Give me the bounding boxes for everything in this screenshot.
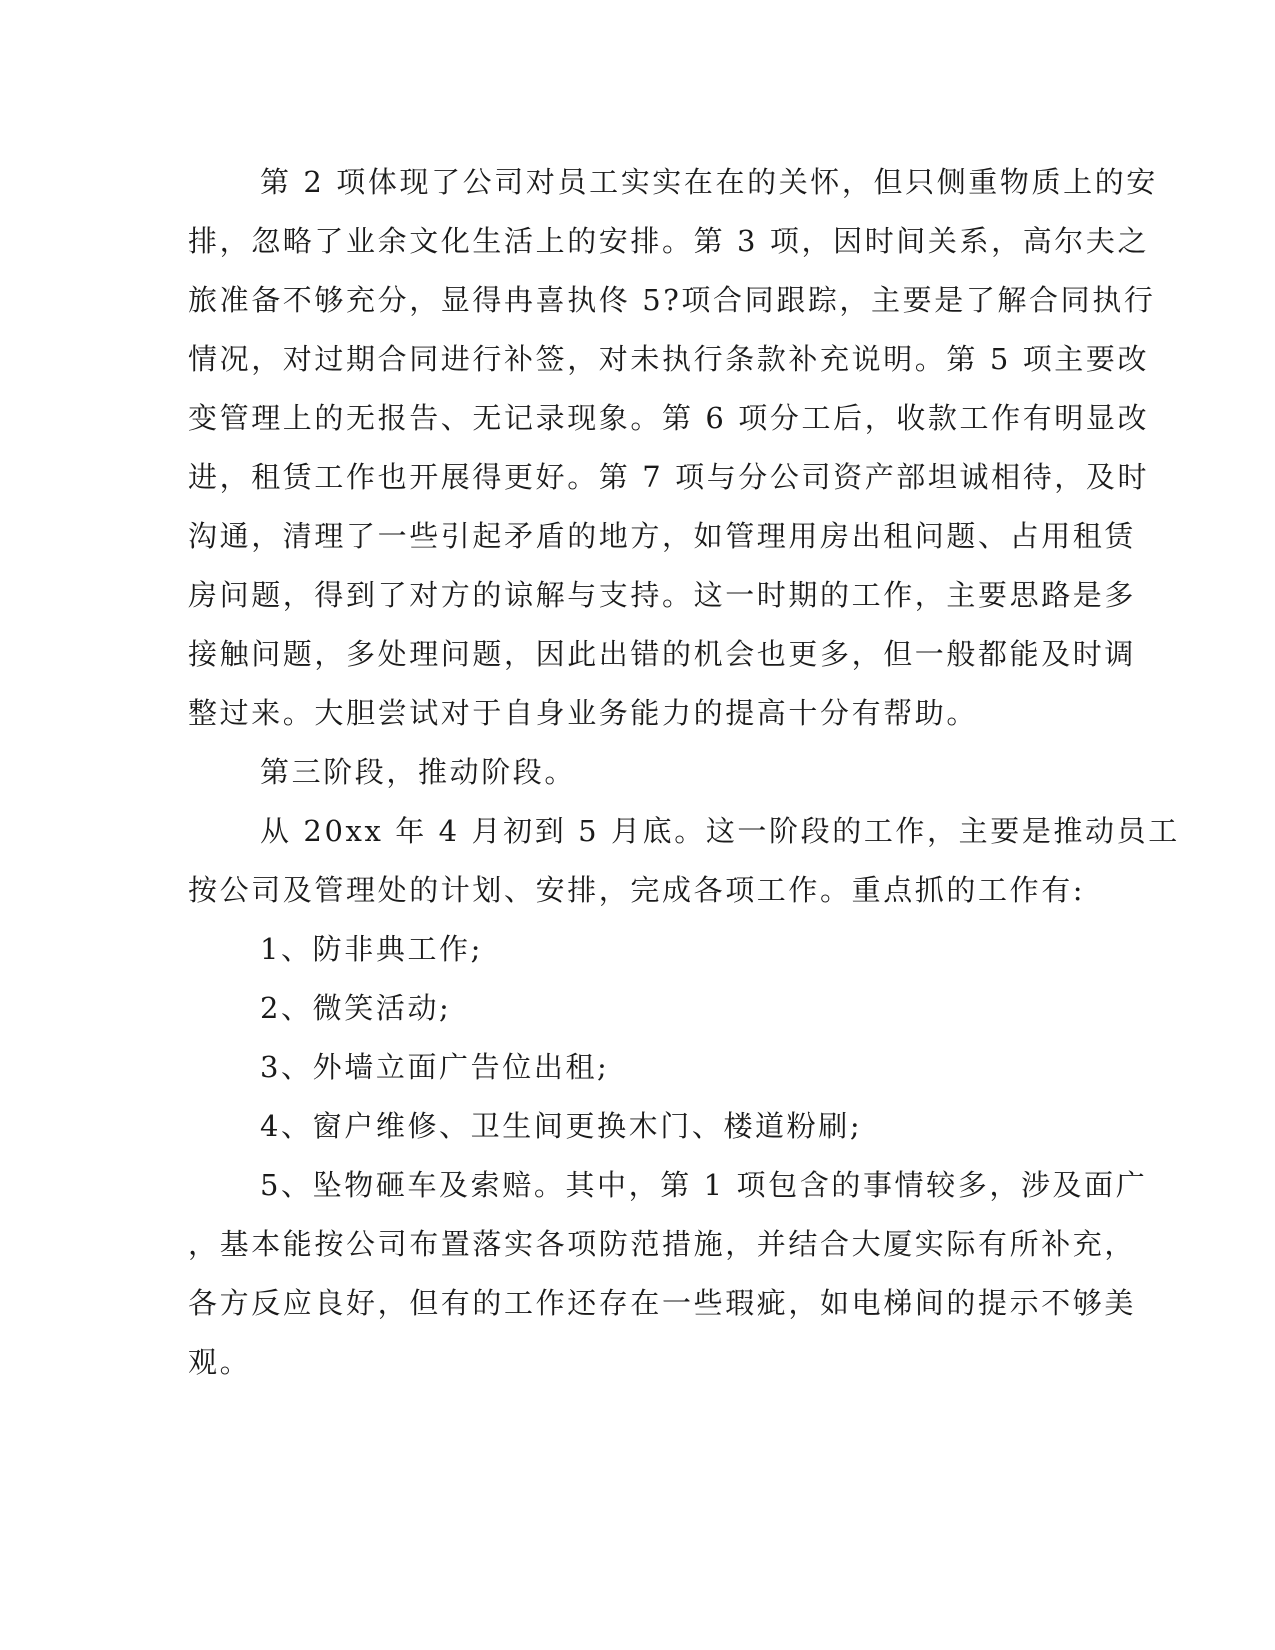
paragraph-line-1: 第 2 项体现了公司对员工实实在在的关怀，但只侧重物质上的安 xyxy=(260,165,1158,199)
section-heading: 第三阶段，推动阶段。 xyxy=(260,755,577,789)
paragraph-line-9: 接触问题，多处理问题，因此出错的机会也更多，但一般都能及时调 xyxy=(188,637,1137,671)
paragraph-line-14: 各方反应良好，但有的工作还存在一些瑕疵，如电梯间的提示不够美 xyxy=(188,1286,1137,1320)
list-item-4: 4、窗户维修、卫生间更换木门、楼道粉刷; xyxy=(260,1109,863,1143)
paragraph-line-3: 旅准备不够充分，显得冉喜执佟 5?项合同跟踪，主要是了解合同执行 xyxy=(188,283,1156,317)
paragraph-line-13: ，基本能按公司布置落实各项防范措施，并结合大厦实际有所补充， xyxy=(188,1227,1137,1261)
paragraph-line-10: 整过来。大胆尝试对于自身业务能力的提高十分有帮助。 xyxy=(188,696,979,730)
list-item-3: 3、外墙立面广告位出租; xyxy=(260,1050,610,1084)
paragraph-line-12: 按公司及管理处的计划、安排，完成各项工作。重点抓的工作有: xyxy=(188,873,1086,907)
paragraph-line-6: 进，租赁工作也开展得更好。第 7 项与分公司资产部坦诚相待，及时 xyxy=(188,460,1150,494)
paragraph-line-4: 情况，对过期合同进行补签，对未执行条款补充说明。第 5 项主要改 xyxy=(188,342,1150,376)
paragraph-line-11: 从 20xx 年 4 月初到 5 月底。这一阶段的工作，主要是推动员工 xyxy=(260,814,1180,848)
paragraph-line-15: 观。 xyxy=(188,1345,252,1379)
list-item-2: 2、微笑活动; xyxy=(260,991,452,1025)
list-item-1: 1、防非典工作; xyxy=(260,932,484,966)
paragraph-line-7: 沟通，清理了一些引起矛盾的地方，如管理用房出租问题、占用租赁 xyxy=(188,519,1137,553)
list-item-5: 5、坠物砸车及索赔。其中，第 1 项包含的事情较多，涉及面广 xyxy=(260,1168,1148,1202)
paragraph-line-2: 排，忽略了业余文化生活上的安排。第 3 项，因时间关系，高尔夫之 xyxy=(188,224,1150,258)
paragraph-line-8: 房问题，得到了对方的谅解与支持。这一时期的工作，主要思路是多 xyxy=(188,578,1137,612)
paragraph-line-5: 变管理上的无报告、无记录现象。第 6 项分工后，收款工作有明显改 xyxy=(188,401,1150,435)
